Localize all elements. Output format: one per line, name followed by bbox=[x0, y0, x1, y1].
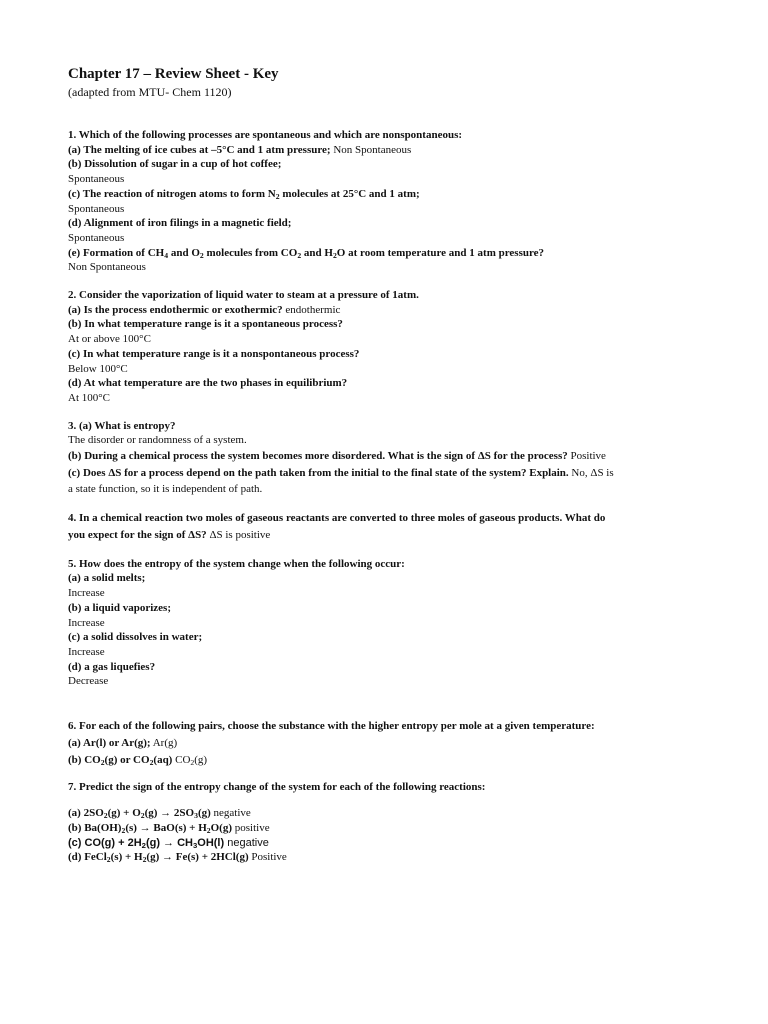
q1-d-question: (d) Alignment of iron filings in a magnetic field; bbox=[68, 217, 292, 230]
q6-b-text-2: (g) or CO bbox=[104, 754, 150, 767]
q2-a-answer: endothermic bbox=[285, 303, 341, 316]
q3-c-question: (c) Does ΔS for a process depend on the path taken from the initial to the final state of the system? Explain. bbox=[68, 467, 569, 480]
q1-a-answer: Non Spontaneous bbox=[333, 143, 412, 156]
q7-part-c bbox=[68, 836, 718, 851]
q6-b-text-1: (b) CO bbox=[68, 754, 101, 767]
q1-a-question: (a) The melting of ice cubes at –5°C and 1 atm pressure; bbox=[68, 143, 331, 156]
q1-e-sub-1: 4 bbox=[164, 250, 169, 260]
q7-a-text-4: (g) bbox=[197, 807, 211, 820]
q1-c-text-2: molecules at 25°C and 1 atm; bbox=[279, 187, 420, 200]
q2-b-question: (b) In what temperature range is it a spontaneous process? bbox=[68, 318, 343, 331]
q1-e-sub-3: 2 bbox=[297, 250, 302, 260]
q6-prompt: 6. For each of the following pairs, choose the substance with the higher entropy per mole at a given temperature: bbox=[68, 720, 595, 733]
q2-a-question: (a) Is the process endothermic or exothermic? bbox=[68, 303, 283, 316]
q2-d-question: (d) At what temperature are the two phases in equilibrium? bbox=[68, 377, 348, 390]
q1-e-text-2: and O bbox=[168, 246, 200, 259]
q4-prompt-1: 4. In a chemical reaction two moles of gaseous reactants are converted to three moles of gaseous products. What do bbox=[68, 511, 606, 524]
q7-b-answer: positive bbox=[234, 821, 270, 834]
q1-e-text-4: and H bbox=[301, 246, 333, 259]
q7-d-sub-1: 2 bbox=[106, 855, 111, 865]
q7-b-text-2: (s) → BaO(s) + H bbox=[125, 821, 207, 834]
review-sheet bbox=[68, 64, 718, 865]
q2-part-a bbox=[68, 303, 718, 318]
q7-a-text-3: (g) → 2SO bbox=[144, 807, 195, 820]
q6-b-sub-2: 2 bbox=[149, 758, 154, 768]
q7-a-sub-3: 3 bbox=[194, 811, 198, 821]
question-3 bbox=[68, 419, 718, 497]
q7-a-text-1: (a) 2SO bbox=[68, 807, 104, 820]
q1-c-text-1: (c) The reaction of nitrogen atoms to form N bbox=[68, 187, 276, 200]
q3-b-answer: Positive bbox=[570, 450, 606, 463]
q7-c-text-1: (c) CO(g) + 2H bbox=[68, 836, 142, 849]
q1-e-answer: Non Spontaneous bbox=[68, 261, 146, 274]
q7-a-sub-1: 2 bbox=[103, 811, 108, 821]
q7-b-sub-1: 2 bbox=[121, 825, 126, 835]
question-7 bbox=[68, 779, 718, 865]
q1-c-question bbox=[68, 187, 718, 202]
q3-prompt: 3. (a) What is entropy? bbox=[68, 419, 176, 432]
question-6 bbox=[68, 718, 718, 769]
q2-prompt: 2. Consider the vaporization of liquid water to steam at a pressure of 1atm. bbox=[68, 289, 419, 302]
q1-b-question: (b) Dissolution of sugar in a cup of hot coffee; bbox=[68, 158, 282, 171]
q3-c-answer-2: a state function, so it is independent of path. bbox=[68, 483, 263, 496]
page-title: Chapter 17 – Review Sheet - Key bbox=[68, 66, 279, 82]
q7-d-answer: Positive bbox=[251, 851, 287, 864]
q1-e-text-3: molecules from CO bbox=[203, 246, 298, 259]
q5-d-answer: Decrease bbox=[68, 675, 109, 688]
q7-a-text-2: (g) + O bbox=[107, 807, 141, 820]
q3-part-b bbox=[68, 448, 718, 465]
q1-e-text-1: (e) Formation of CH bbox=[68, 246, 165, 259]
q7-c-sub-2: 3 bbox=[192, 840, 198, 850]
q6-b-answer-1: CO bbox=[175, 754, 191, 767]
q7-part-b bbox=[68, 821, 718, 836]
question-1 bbox=[68, 128, 718, 275]
q1-e-sub-4: 2 bbox=[332, 250, 337, 260]
q3-a-answer: The disorder or randomness of a system. bbox=[68, 434, 247, 447]
q2-c-question: (c) In what temperature range is it a nonspontaneous process? bbox=[68, 347, 360, 360]
q1-part-a bbox=[68, 143, 718, 158]
q7-part-d bbox=[68, 850, 718, 865]
q4-prompt-2: you expect for the sign of ΔS? bbox=[68, 528, 207, 541]
q6-part-b bbox=[68, 752, 718, 769]
q7-a-answer: negative bbox=[213, 807, 251, 820]
q7-d-sub-2: 2 bbox=[142, 855, 147, 865]
q5-c-question: (c) a solid dissolves in water; bbox=[68, 631, 203, 644]
q2-b-answer: At or above 100°C bbox=[68, 333, 151, 346]
q6-b-answer-2: (g) bbox=[194, 754, 208, 767]
q7-prompt: 7. Predict the sign of the entropy change of the system for each of the following reactions: bbox=[68, 781, 486, 794]
q1-e-question bbox=[68, 246, 718, 261]
q5-c-answer: Increase bbox=[68, 645, 105, 658]
q1-c-sub: 2 bbox=[275, 191, 280, 201]
q3-c-answer-1: No, ΔS is bbox=[571, 467, 614, 480]
q7-d-text-3: (g) → Fe(s) + 2HCl(g) bbox=[146, 851, 249, 864]
q5-a-question: (a) a solid melts; bbox=[68, 572, 146, 585]
q7-d-text-2: (s) + H bbox=[110, 851, 143, 864]
q7-part-a bbox=[68, 806, 718, 821]
q7-a-sub-2: 2 bbox=[140, 811, 145, 821]
q7-d-text-1: (d) FeCl bbox=[68, 851, 107, 864]
q5-a-answer: Increase bbox=[68, 587, 105, 600]
q7-b-text-1: (b) Ba(OH) bbox=[68, 821, 122, 834]
q5-b-question: (b) a liquid vaporizes; bbox=[68, 601, 171, 614]
q4-answer: ΔS is positive bbox=[209, 528, 271, 541]
q6-b-sub-1: 2 bbox=[100, 758, 105, 768]
q5-b-answer: Increase bbox=[68, 616, 105, 629]
q7-b-text-3: O(g) bbox=[210, 821, 232, 834]
question-2 bbox=[68, 288, 718, 406]
q7-c-sub-1: 2 bbox=[141, 840, 146, 850]
q1-e-text-5: O at room temperature and 1 atm pressure? bbox=[336, 246, 545, 259]
q1-e-sub-2: 2 bbox=[199, 250, 204, 260]
q1-d-answer: Spontaneous bbox=[68, 231, 125, 244]
q6-b-answer-sub: 2 bbox=[190, 758, 195, 768]
page-subtitle: (adapted from MTU- Chem 1120) bbox=[68, 85, 232, 99]
q7-c-answer: negative bbox=[227, 836, 269, 849]
q7-c-text-3: OH(l) bbox=[197, 836, 225, 849]
q6-b-text-3: (aq) bbox=[153, 754, 173, 767]
q7-b-sub-2: 2 bbox=[206, 825, 211, 835]
q7-c-text-2: (g) → CH bbox=[145, 836, 193, 849]
q1-prompt: 1. Which of the following processes are spontaneous and which are nonspontaneous: bbox=[68, 129, 463, 141]
q4-part bbox=[68, 527, 718, 544]
q5-d-question: (d) a gas liquefies? bbox=[68, 660, 156, 673]
question-4 bbox=[68, 510, 718, 544]
q3-b-question: (b) During a chemical process the system becomes more disordered. What is the sign of ΔS for the process? bbox=[68, 450, 568, 463]
q1-c-answer: Spontaneous bbox=[68, 202, 125, 215]
q6-part-a bbox=[68, 735, 718, 752]
question-5 bbox=[68, 557, 718, 689]
q2-d-answer: At 100°C bbox=[68, 391, 110, 404]
q1-b-answer: Spontaneous bbox=[68, 173, 125, 186]
q3-part-c bbox=[68, 465, 718, 482]
q2-c-answer: Below 100°C bbox=[68, 362, 128, 375]
q5-prompt: 5. How does the entropy of the system change when the following occur: bbox=[68, 557, 405, 570]
q6-a-answer: Ar(g) bbox=[152, 737, 178, 750]
q6-a-question: (a) Ar(l) or Ar(g); bbox=[68, 737, 151, 750]
